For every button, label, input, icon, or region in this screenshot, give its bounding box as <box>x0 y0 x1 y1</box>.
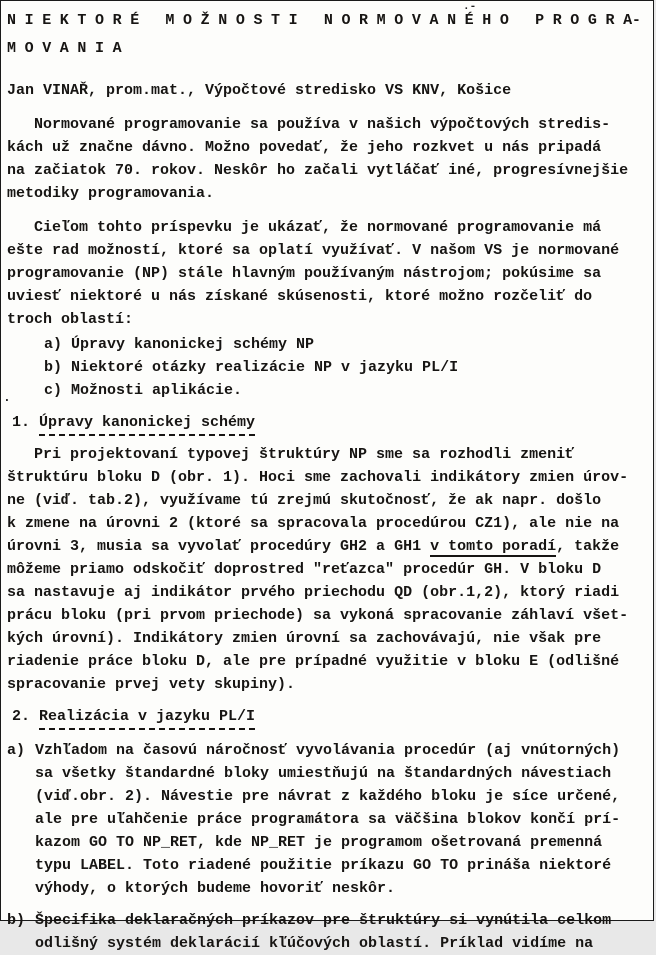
topics-list <box>7 333 648 402</box>
text-line: ale pre uľahčenie práce programátora sa väčšina blokov končí prí- <box>35 811 621 828</box>
text-line: odlišný systém deklarácií kľúčových oblastí. Príklad vidíme na <box>35 935 594 952</box>
text-line: troch oblastí: <box>7 311 134 328</box>
text-line: Špecifika deklaračných príkazov pre štruktúry si vynútila celkom <box>35 912 612 929</box>
title-line-2: M O V A N I A <box>7 40 122 57</box>
text-line: ešte rad možností, ktoré sa oplatí využívať. V našom VS je normované <box>7 242 620 259</box>
text-line-with-underline <box>7 535 648 558</box>
text-line: prácu bloku (pri prvom priechode) sa vykoná spracovanie záhlaví všet- <box>7 607 629 624</box>
paragraph-intro-2 <box>7 216 648 331</box>
text-line: k zmene na úrovni 2 (ktoré sa spracovala procedúrou CZ1), ale nie na <box>7 515 620 532</box>
document-title <box>7 7 648 63</box>
text-line: typu LABEL. Toto riadené použitie príkazu GO TO prináša niektoré <box>35 857 612 874</box>
text-line: sa všetky štandardné bloky umiestňujú na štandardných návestiach <box>35 765 612 782</box>
text-line: kách už značne dávno. Možno povedať, že jeho rozkvet u nás pripadá <box>7 139 602 156</box>
text-line: Vzhľadom na časovú náročnosť vyvolávania procedúr (aj vnútorných) <box>35 742 621 759</box>
item-marker: a) <box>7 742 35 759</box>
line-segment: , takže <box>556 538 620 555</box>
heading-text: Realizácia v jazyku PL/I <box>39 705 255 730</box>
item-marker: b) <box>7 912 35 929</box>
text-line: spracovanie prvej vety skupiny). <box>7 676 296 693</box>
text-line: môžeme priamo odskočiť doprostred "reťazca" procedúr GH. V bloku D <box>7 561 602 578</box>
text-line: výhody, o ktorých budeme hovoriť neskôr. <box>35 880 396 897</box>
line-segment: úrovni 3, musia sa vyvolať procedúry GH2 a GH1 <box>7 538 431 555</box>
title-line-1: N I E K T O R É M O Ž N O S T I N O R M O V A N É H O P R O G R A- <box>7 12 641 29</box>
text-line: na začiatok 70. rokov. Neskôr ho začali vytláčať iné, progresívnejšie <box>7 162 629 179</box>
text-line: kých úrovní). Indikátory zmien úrovní sa zachovávajú, nie však pre <box>7 630 602 647</box>
text-line: riadenie práce bloku D, ale pre prípadné využitie v bloku E (odlišné <box>7 653 620 670</box>
section-2-item-a <box>7 739 648 900</box>
text-line: uviesť niektoré u nás získané skúsenosti, ktoré možno rozčeliť do <box>7 288 593 305</box>
section-heading-2 <box>7 705 648 730</box>
scan-artifact: . <box>3 390 11 405</box>
list-item-b: b) Niektoré otázky realizácie NP v jazyku PL/I <box>44 359 459 376</box>
heading-text: Úpravy kanonickej schémy <box>39 411 255 436</box>
list-item-a: a) Úpravy kanonickej schémy NP <box>44 336 315 353</box>
paragraph-intro-1 <box>7 113 648 205</box>
underlined-phrase: v tomto poradí <box>430 538 557 555</box>
text-line: Pri projektovaní typovej štruktúry NP sme sa rozhodli zmeniť <box>34 446 575 463</box>
text-line: sa nastavuje aj indikátor prvého priechodu QD (obr.1,2), ktorý riadi <box>7 584 620 601</box>
heading-number: 2. <box>12 708 40 725</box>
text-line: Normované programovanie sa používa v našich výpočtových stredis- <box>34 116 611 133</box>
author-line: Jan VINAŘ, prom.mat., Výpočtové stredisko VS KNV, Košice <box>7 82 512 99</box>
section-1-paragraph <box>7 443 648 696</box>
text-line: metodiky programovania. <box>7 185 215 202</box>
text-line: Cieľom tohto príspevku je ukázať, že normované programovanie má <box>34 219 602 236</box>
heading-number: 1. <box>12 414 40 431</box>
section-2-item-b <box>7 909 648 955</box>
section-heading-1 <box>7 411 648 436</box>
text-line: štruktúru bloku D (obr. 1). Hoci sme zachovali indikátory zmien úrov- <box>7 469 629 486</box>
text-line: programovanie (NP) stále hlavným používaným nástrojom; pokúsime sa <box>7 265 602 282</box>
text-line: kazom GO TO NP_RET, kde NP_RET je programom ošetrovaná premenná <box>35 834 603 851</box>
text-line: (viď.obr. 2). Návestie pre návrat z každého bloku je síce určené, <box>35 788 621 805</box>
scan-artifact: .- <box>463 1 477 13</box>
list-item-c: c) Možnosti aplikácie. <box>44 382 243 399</box>
text-line: ne (viď. tab.2), využívame tú zrejmú skutočnosť, že ak napr. došlo <box>7 492 602 509</box>
